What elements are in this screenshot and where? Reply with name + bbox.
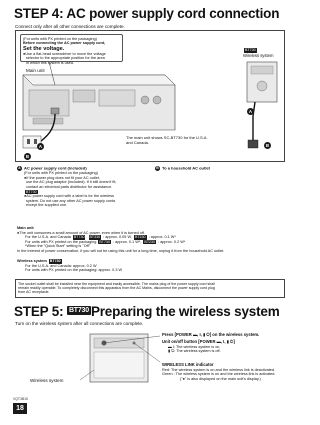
section-heading-text: Wireless system xyxy=(17,259,47,263)
section-text: : approx. 0.1 W* xyxy=(148,235,176,240)
switch-info xyxy=(162,340,235,354)
section-line: *When the "Quick Start" setting is "Off" xyxy=(25,244,91,249)
page-number: 18 xyxy=(13,403,27,414)
notes-a-title: AC power supply cord (included) xyxy=(24,165,87,171)
model-badge: BT730 xyxy=(245,48,256,52)
link-red-line: Red: The wireless system is on and the wireless link is deactivated. xyxy=(162,367,276,372)
main-unit-label: Main unit xyxy=(26,68,45,73)
marker-a: A xyxy=(38,144,43,149)
step4-subtitle: Connect only after all other connections are complete. xyxy=(15,24,125,29)
marker-a: A xyxy=(18,166,21,170)
marker-b: B xyxy=(156,166,159,170)
section-line: For units with PX printed on the packaging: approx. 0.3 W xyxy=(25,268,123,273)
section-row: For units with PX printed on the packaging BT730 : approx. 0.1 W*, BT230 : approx. 0.2 W* xyxy=(25,239,186,244)
section-row: For the U.S.A. and Canada BT730 BT330 : approx. 0.05 W, BT230 : approx. 0.1 W* xyxy=(25,235,176,240)
wireless-power-section xyxy=(17,259,287,273)
wireless-system-illustration xyxy=(247,62,277,148)
note-line: and Canada. xyxy=(126,140,149,145)
step5-title xyxy=(14,304,280,319)
step5-title-text: Preparing the wireless system xyxy=(90,304,280,319)
section-text: For the U.S.A. and Canada xyxy=(25,235,71,240)
note-line: contact an electrical parts distributor for assistance. xyxy=(26,184,113,189)
link-green-line: Green : The wireless system is on and the wireless link is activated. xyxy=(162,372,276,377)
warning-line: remain readily operable. To completely disconnect this apparatus from the AC Mains, disconnect the power supply cord plug xyxy=(18,285,215,290)
section-line: For the U.S.A. and Canada: approx. 0.2 W xyxy=(25,263,97,268)
step4-title: STEP 4: AC power supply cord connection xyxy=(14,6,280,21)
warning-line: The socket outlet shall be installed near the equipment and easily accessible. The mains plug of the power supply cord shall xyxy=(18,281,215,286)
notes-a xyxy=(17,166,157,208)
section-text: : approx. 0.05 W xyxy=(103,235,131,240)
note-line: use the AC plug adaptor (included). If it still doesn't fit, xyxy=(26,180,117,185)
wireless-system-text: Wireless system xyxy=(243,53,274,58)
model-badge: BT730 xyxy=(49,259,61,263)
wireless-system-front-illustration xyxy=(60,330,160,386)
link-note-line: ("●" is also displayed on the main unit's display.) xyxy=(180,376,261,381)
switch-on-line: ▬ I: The wireless system is on. xyxy=(168,344,221,349)
callout-line: selector to the appropriate position for the area xyxy=(26,56,105,61)
document-code: VQT3B15 xyxy=(13,397,28,401)
notes-b xyxy=(155,166,210,171)
section-text: For units with PX printed on the packaging xyxy=(25,239,97,244)
marker-b: B xyxy=(265,143,270,148)
marker-b: B xyxy=(25,154,30,159)
warning-box xyxy=(15,279,285,298)
model-badge: BT230 xyxy=(144,239,156,244)
note-line: The main unit shows SC-BT730 for the U.S.A. xyxy=(126,135,208,140)
step5-title-prefix: STEP 5: xyxy=(14,304,64,319)
warning-line: from AC receptacle. xyxy=(18,290,50,295)
press-line: Press [POWER ▬, I, ▮ ⏻] on the wireless system. xyxy=(162,332,260,337)
marker-a: A xyxy=(248,109,253,114)
note-line: ●If the power plug does not fit your AC outlet, xyxy=(24,175,100,180)
note-line: ●AC power supply cord with a label is for the wireless xyxy=(24,194,114,199)
callout-line: (For units with PX printed on the packaging) xyxy=(23,36,97,41)
section-text: : approx. 0.1 W* xyxy=(113,239,141,244)
main-unit-power-section xyxy=(17,226,287,254)
model-badge: BT730 xyxy=(68,306,89,314)
link-heading: WIRELESS LINK indicator xyxy=(162,362,214,367)
main-unit-note xyxy=(126,135,246,145)
main-unit-illustration xyxy=(23,62,175,130)
link-indicator-info xyxy=(162,363,275,381)
callout-heading: Set the voltage. xyxy=(23,45,65,52)
press-instruction xyxy=(162,333,259,338)
model-badge: BT730 xyxy=(99,239,110,244)
step5-subtitle: Turn on the wireless system after all connections are complete. xyxy=(15,321,144,326)
note-line: except the supplied one. xyxy=(26,203,68,208)
callout-line: Before connecting the AC power supply cord, xyxy=(23,41,106,46)
switch-heading: Unit on/off button [POWER ▬, I, ▮ ⏻] xyxy=(162,339,235,344)
section-heading: Main unit xyxy=(17,226,34,230)
note-line: (For units with PX printed on the packaging) xyxy=(24,171,98,176)
model-badge: BT730 xyxy=(26,189,37,194)
section-line: In the interest of power conservation, if you will not be using this unit for a long time, unplug it from the household AC outlet. xyxy=(17,248,225,253)
section-line: ●The unit consumes a small amount of AC power, even when it is turned off. xyxy=(17,230,146,235)
section-text: : approx. 0.2 W* xyxy=(158,239,186,244)
wireless-system-label xyxy=(243,47,273,58)
model-badge: BT330 xyxy=(89,235,101,240)
callout-line: in which this system is used. xyxy=(26,60,74,65)
notes-b-heading xyxy=(155,166,210,171)
notes-b-title: To a household AC outlet xyxy=(162,165,210,171)
wireless-system-label: Wireless system xyxy=(30,378,64,383)
callout-line: ●Use a flat-head screwdriver to move the voltage xyxy=(23,51,106,56)
model-badge: BT730 xyxy=(73,235,85,240)
switch-off-line: ▮ ⏻: The wireless system is off. xyxy=(168,349,221,354)
model-badge: BT230 xyxy=(134,235,146,240)
note-line: system. Do not use any other AC power supply cords xyxy=(26,198,116,203)
